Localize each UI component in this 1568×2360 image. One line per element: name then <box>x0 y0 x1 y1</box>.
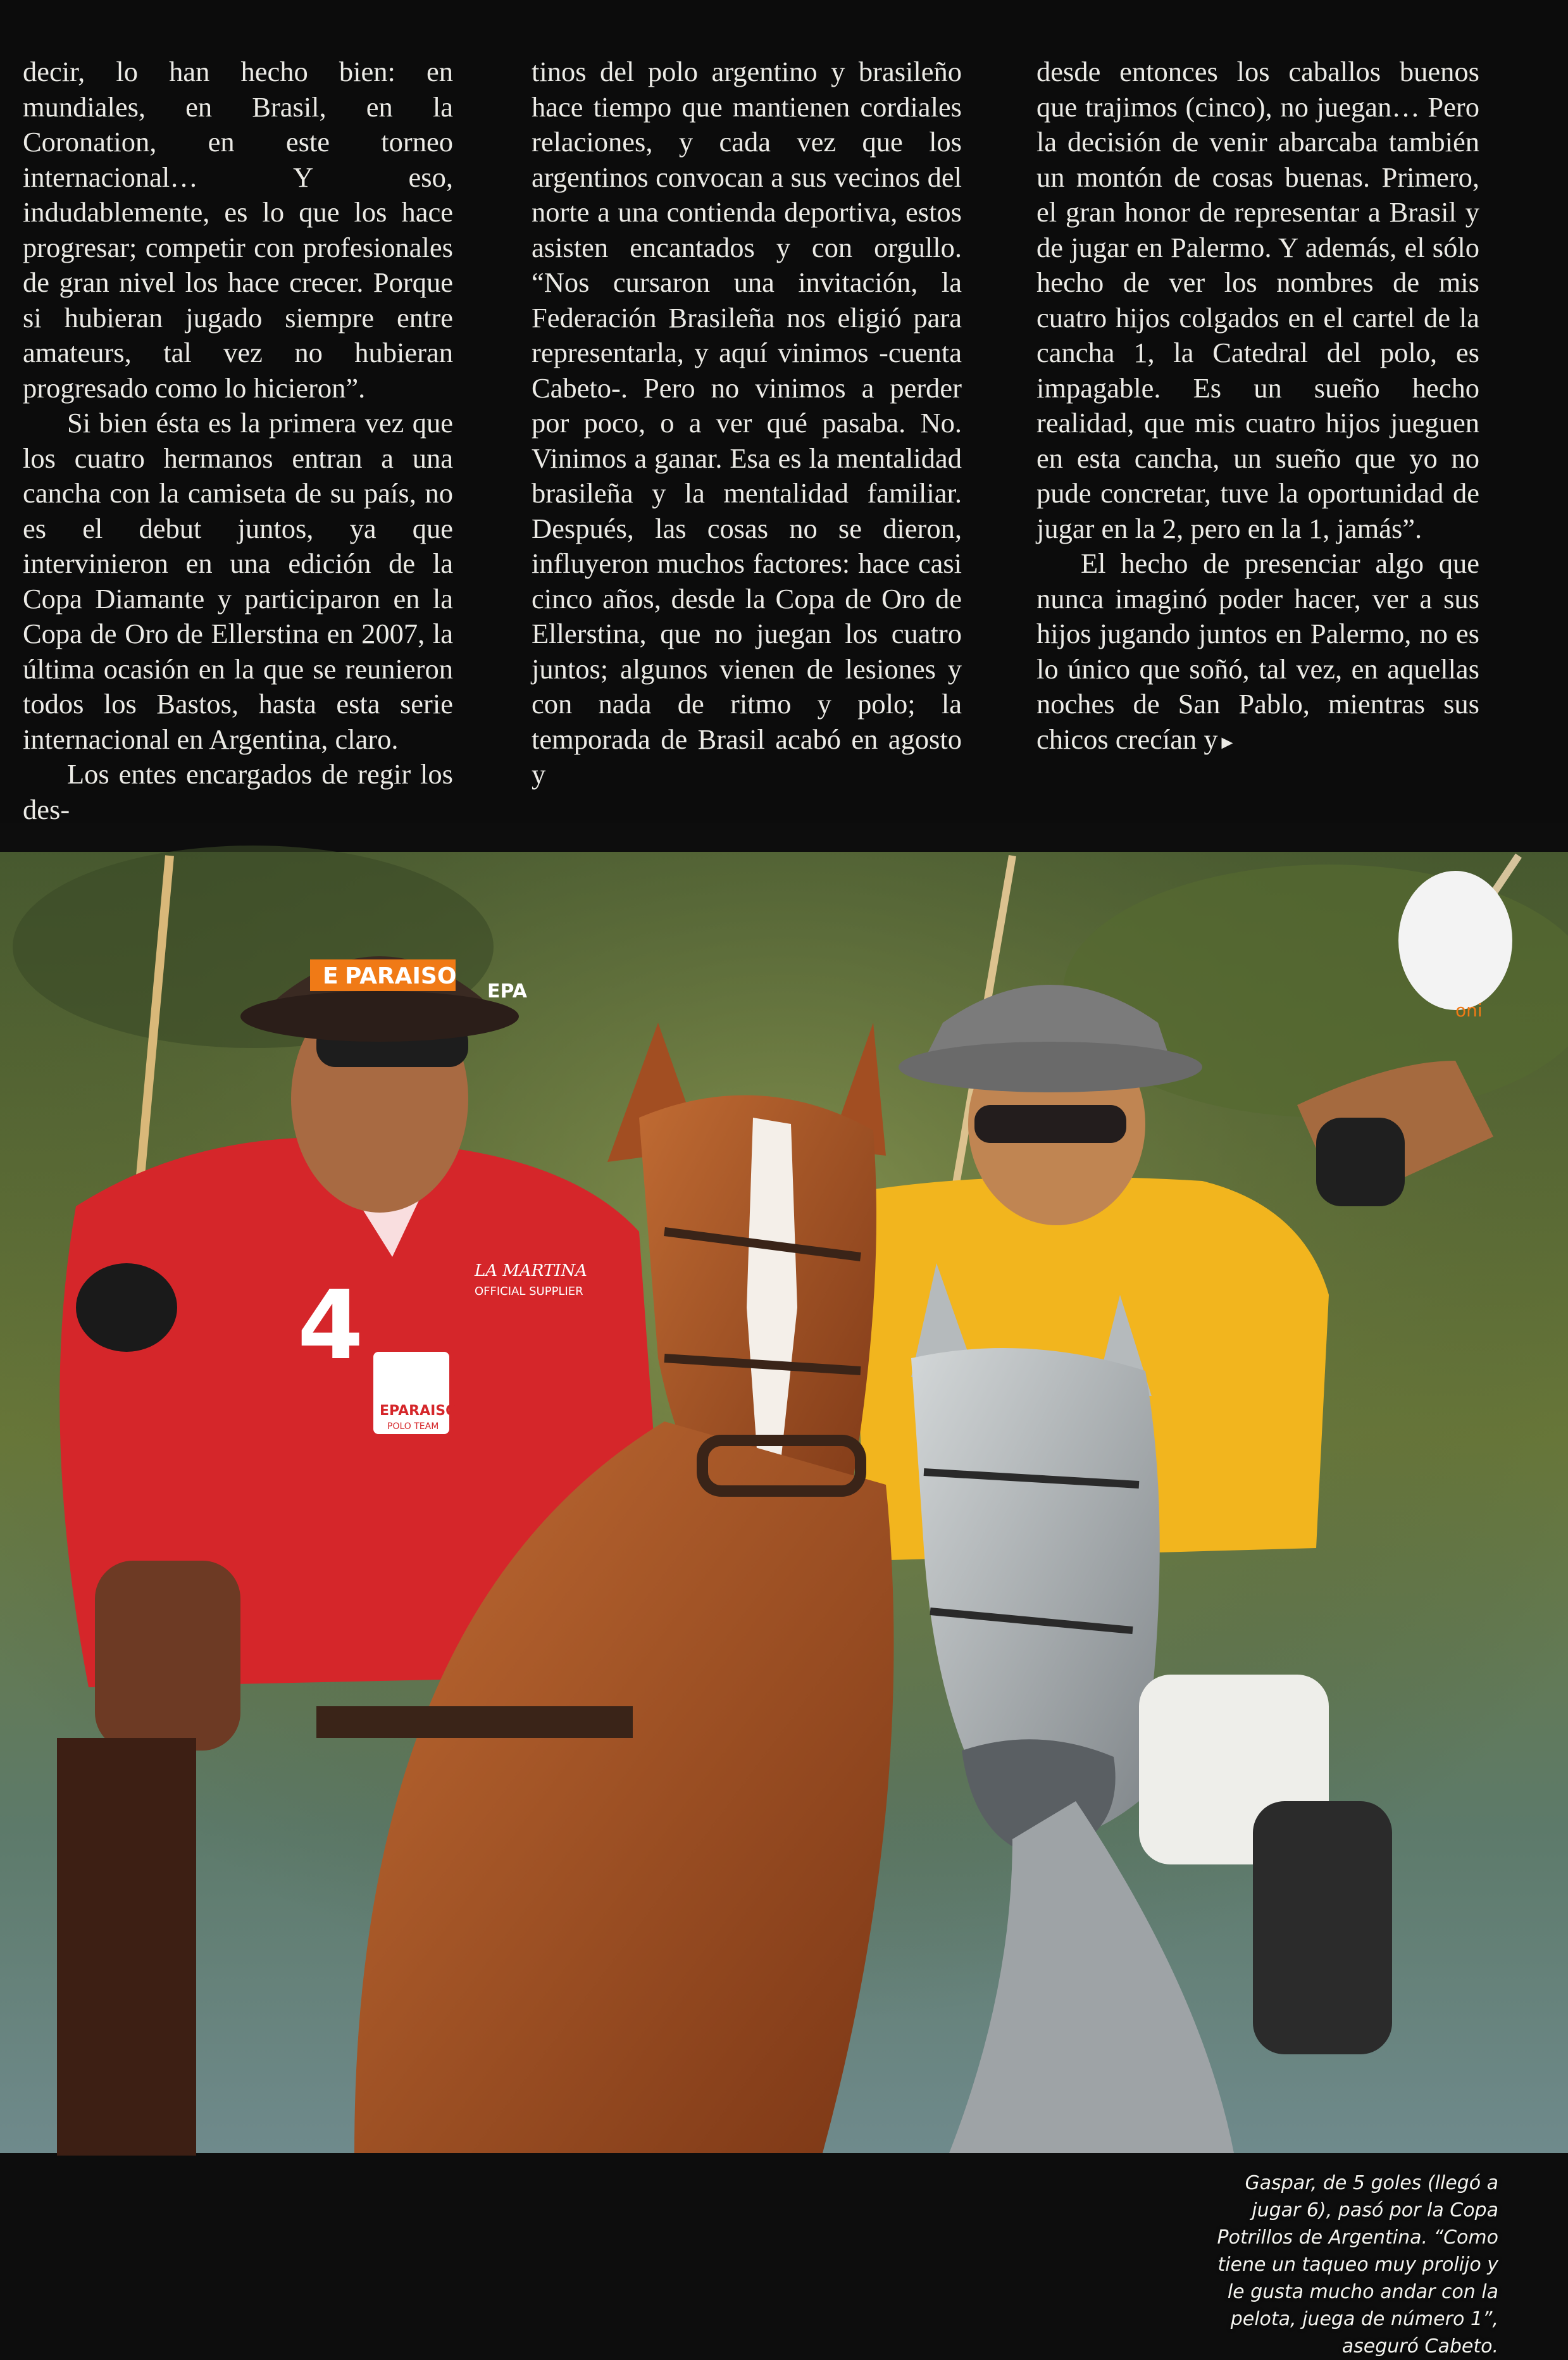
text-column-2 <box>532 54 962 792</box>
photo-caption: Gaspar, de 5 goles (llegó a jugar 6), pasó por la Copa Potrillos de Argentina. “Como tiene un taqueo muy prolijo y le gusta mucho andar con la pelota, juega de número 1”, aseguró Cabeto. <box>1217 2172 1498 2357</box>
helmet-band-text: PARAISO <box>345 963 457 989</box>
helmet-band-letter: E <box>323 963 339 989</box>
paragraph: tinos del polo argentino y brasileño hace tiempo que mantienen cordiales relaciones, y cada vez que los argentinos convocan a sus vecinos del norte a una contienda deportiva, estos asisten encantados y con orgullo. “Nos cursaron una invitación, la Federación Brasileña nos eligió para representarla, y aquí vinimos -cuenta Cabeto-. Pero no vinimos a perder por poco, o a ver qué pasaba. No. Vinimos a ganar. Esa es la mentalidad brasileña y la mentalidad familiar. Después, las cosas no se dieron, influyeron muchos factores: hace casi cinco años, desde la Copa de Oro de Ellerstina, que no juegan los cuatro juntos; algunos vienen de lesiones y con nada de ritmo y polo; la temporada de Brasil acabó en agosto y <box>532 56 962 790</box>
shirt-number: 4 <box>297 1271 364 1381</box>
paragraph: desde entonces los caballos buenos que trajimos (cinco), no juegan… Pero la decisión de venir abarcaba también un montón de cosas buenas. Primero, el gran honor de representar a Brasil y de jugar en Palermo. Y además, el sólo hecho de ver los nombres de mis cuatro hijos colgados en el cartel de la cancha 1, la Catedral del polo, es impagable. Es un sueño hecho realidad, que mis cuatro hijos jueguen en esta cancha, un sueño que yo no pude concretar, tuve la oportunidad de jugar en la 2, pero en la 1, jamás”. <box>1036 56 1479 544</box>
shirt-brand-sub: OFFICIAL SUPPLIER <box>475 1285 583 1298</box>
continue-arrow-icon: ► <box>1217 732 1237 753</box>
text-column-1 <box>23 54 453 827</box>
article-text-area <box>0 0 1568 823</box>
paragraph-text: El hecho de presenciar algo que nunca imaginó poder hacer, ver a sus hijos jugando juntos en Palermo, no es lo único que soñó, tal vez, en aquellas noches de San Pablo, mientras sus chicos crecían y <box>1036 547 1479 755</box>
shirt-brand: LA MARTINA <box>475 1261 587 1280</box>
shirt-badge: EPARAISO <box>380 1403 457 1419</box>
helmet-band-right-text: EPA <box>487 980 527 1002</box>
photo-illustration <box>0 852 1568 2153</box>
paragraph: Si bien ésta es la primera vez que los cuatro hermanos entran a una cancha con la camiseta de su país, no es el debut juntos, ya que intervinieron en una edición de la Copa Diamante y participaron en la Copa de Oro de Ellerstina en 2007, la última ocasión en la que se reunieron todos los Bastos, hasta esta serie internacional en Argentina, claro. <box>23 407 453 755</box>
glove-text: oni <box>1455 1000 1483 1021</box>
polo-match-photo <box>0 852 1568 2357</box>
text-column-3 <box>1036 54 1479 760</box>
shirt-badge-sub: POLO TEAM <box>387 1421 439 1432</box>
paragraph: Los entes encargados de regir los des- <box>23 758 453 825</box>
paragraph <box>1036 546 1479 760</box>
paragraph: decir, lo han hecho bien: en mundiales, en Brasil, en la Coronation, en este torneo internacional… Y eso, indudablemente, es lo que los hace progresar; competir con profesionales de gran nivel los hace crecer. Porque si hubieran jugado siempre entre amateurs, tal vez no hubieran progresado como lo hicieron”. <box>23 56 453 404</box>
